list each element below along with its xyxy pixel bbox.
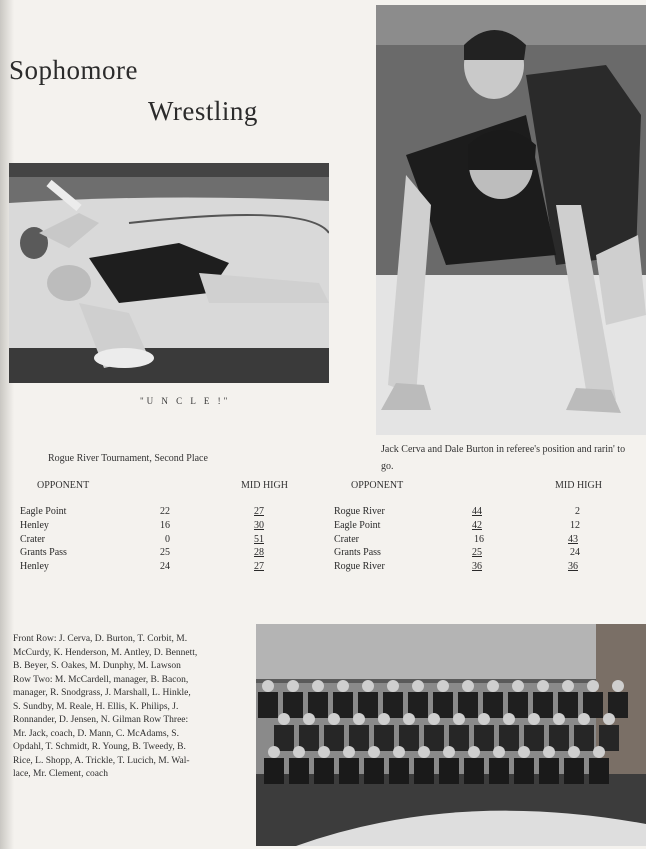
result-opp-score: 42: [472, 520, 482, 531]
result-opp-score: 16: [160, 520, 170, 531]
roster-line: Front Row: J. Cerva, D. Burton, T. Corbit, M.: [13, 634, 188, 644]
result-opponent: Crater: [20, 534, 45, 545]
roster-line: manager, R. Snodgrass, J. Marshall, L. Hinkle,: [13, 688, 191, 698]
result-opponent: Henley: [20, 520, 49, 531]
team-roster-caption: [13, 633, 253, 782]
roster-line: Opdahl, T. Schmidt, R. Young, B. Tweedy, B.: [13, 742, 186, 752]
result-opp-score: 0: [165, 534, 170, 545]
result-opp-score: 25: [160, 547, 170, 558]
result-midhigh-score: 27: [254, 561, 264, 572]
photo-team-group: [256, 624, 646, 846]
result-midhigh-score: 27: [254, 506, 264, 517]
result-opponent: Grants Pass: [334, 547, 381, 558]
page-binding-shadow: [0, 0, 14, 849]
result-opp-score: 36: [472, 561, 482, 572]
result-midhigh-score: 43: [568, 534, 578, 545]
result-midhigh-score: 2: [575, 506, 580, 517]
result-opp-score: 24: [160, 561, 170, 572]
result-opponent: Grants Pass: [20, 547, 67, 558]
result-opponent: Eagle Point: [20, 506, 67, 517]
result-midhigh-score: 12: [570, 520, 580, 531]
result-midhigh-score: 28: [254, 547, 264, 558]
photo-caption-cerva-burton: Jack Cerva and Dale Burton in referee's position and rarin' to go.: [381, 444, 626, 472]
tournament-caption: Rogue River Tournament, Second Place: [48, 453, 208, 464]
result-opp-score: 16: [474, 534, 484, 545]
result-midhigh-score: 30: [254, 520, 264, 531]
photo-caption-uncle: "U N C L E !": [140, 396, 231, 406]
roster-line: Rice, L. Shopp, A. Trickle, T. Lucich, M. Wal-: [13, 755, 190, 766]
result-midhigh-score: 51: [254, 534, 264, 545]
result-opp-score: 25: [472, 547, 482, 558]
result-opponent: Rogue River: [334, 506, 385, 517]
roster-line: Ronnander, D. Jensen, N. Gilman Row Three:: [13, 715, 189, 725]
result-midhigh-score: 24: [570, 547, 580, 558]
roster-line: Mr. Jack, coach, D. Mann, C. McAdams, S.: [13, 728, 179, 739]
photo-wrestling-pin: [9, 163, 329, 383]
results-header-opponent-right: OPPONENT: [351, 480, 404, 491]
roster-line: S. Sundby, M. Reale, H. Ellis, K. Philips, J.: [13, 701, 179, 712]
roster-line: lace, Mr. Clement, coach: [13, 769, 108, 779]
photo-referee-position: [376, 5, 646, 435]
result-opponent: Crater: [334, 534, 359, 545]
result-opponent: Henley: [20, 561, 49, 572]
result-opp-score: 44: [472, 506, 482, 517]
roster-line: B. Beyer, S. Oakes, M. Dunphy, M. Lawson: [13, 661, 181, 671]
roster-line: Row Two: M. McCardell, manager, B. Bacon,: [13, 674, 189, 685]
page-title-line-2: Wrestling: [148, 96, 258, 126]
result-opp-score: 22: [160, 506, 170, 517]
result-opponent: Rogue River: [334, 561, 385, 572]
result-midhigh-score: 36: [568, 561, 578, 572]
roster-line: McCurdy, K. Henderson, M. Antley, D. Bennett,: [13, 647, 198, 658]
result-opponent: Eagle Point: [334, 520, 381, 531]
results-header-midhigh-right: MID HIGH: [555, 480, 602, 491]
results-header-midhigh-left: MID HIGH: [241, 480, 288, 491]
results-header-opponent-left: OPPONENT: [37, 480, 90, 491]
page-title-line-1: Sophomore: [9, 55, 138, 85]
